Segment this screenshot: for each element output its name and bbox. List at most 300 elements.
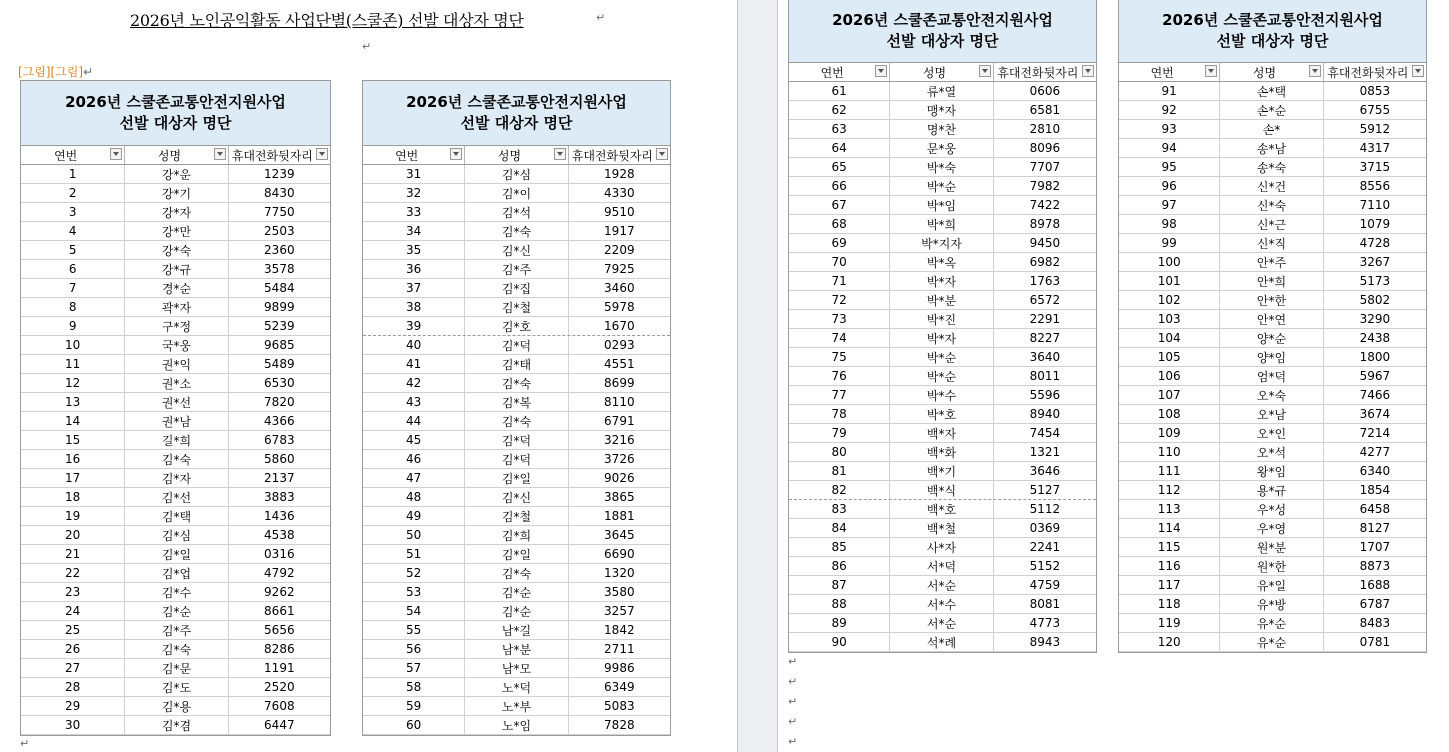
cell-name[interactable]: 손* (1220, 120, 1323, 138)
cell-phone[interactable]: 5978 (604, 300, 635, 314)
cell-phone[interactable]: 3674 (1359, 407, 1391, 421)
filter-dropdown-icon[interactable] (554, 148, 566, 160)
filter-dropdown-icon[interactable] (316, 148, 328, 160)
cell-name[interactable]: 김*일 (125, 545, 228, 563)
cell-serial[interactable]: 91 (1119, 82, 1220, 100)
cell-phone[interactable]: 1917 (604, 224, 635, 238)
cell-name[interactable]: 노*덕 (465, 678, 568, 696)
cell-serial[interactable]: 31 (363, 165, 465, 183)
cell-serial[interactable]: 44 (363, 412, 465, 430)
cell-phone[interactable]: 1191 (264, 661, 295, 675)
cell-name[interactable]: 김*택 (125, 507, 228, 525)
cell-serial[interactable]: 23 (21, 583, 125, 601)
cell-name[interactable]: 김*철 (465, 507, 568, 525)
cell-name[interactable]: 원*한 (1220, 557, 1323, 575)
cell-phone[interactable]: 5239 (264, 319, 295, 333)
cell-name[interactable]: 박*희 (890, 215, 993, 233)
cell-phone[interactable]: 1854 (1359, 483, 1391, 497)
cell-name[interactable]: 김*주 (465, 260, 568, 278)
cell-serial[interactable]: 101 (1119, 272, 1220, 290)
cell-name[interactable]: 권*선 (125, 393, 228, 411)
cell-serial[interactable]: 42 (363, 374, 465, 392)
cell-name[interactable]: 박*자 (890, 272, 993, 290)
cell-serial[interactable]: 74 (789, 329, 890, 347)
cell-phone[interactable]: 1800 (1359, 350, 1391, 364)
cell-serial[interactable]: 108 (1119, 405, 1220, 423)
cell-name[interactable]: 김*덕 (465, 450, 568, 468)
cell-serial[interactable]: 114 (1119, 519, 1220, 537)
cell-serial[interactable]: 78 (789, 405, 890, 423)
cell-serial[interactable]: 59 (363, 697, 465, 715)
cell-serial[interactable]: 88 (789, 595, 890, 613)
cell-name[interactable]: 강*기 (125, 184, 228, 202)
cell-phone[interactable]: 8227 (1029, 331, 1061, 345)
cell-phone[interactable]: 8096 (1029, 141, 1061, 155)
cell-serial[interactable]: 99 (1119, 234, 1220, 252)
cell-phone[interactable]: 6530 (264, 376, 295, 390)
cell-phone[interactable]: 3715 (1359, 160, 1391, 174)
cell-serial[interactable]: 15 (21, 431, 125, 449)
cell-name[interactable]: 김*숙 (465, 412, 568, 430)
cell-phone[interactable]: 8978 (1029, 217, 1061, 231)
cell-serial[interactable]: 19 (21, 507, 125, 525)
cell-phone[interactable]: 5656 (264, 623, 295, 637)
cell-phone[interactable]: 6581 (1029, 103, 1061, 117)
cell-phone[interactable]: 3646 (1029, 464, 1061, 478)
cell-name[interactable]: 강*규 (125, 260, 228, 278)
cell-name[interactable]: 김*덕 (465, 336, 568, 354)
cell-phone[interactable]: 3267 (1359, 255, 1391, 269)
cell-phone[interactable]: 5112 (1029, 502, 1061, 516)
cell-name[interactable]: 김*희 (465, 526, 568, 544)
cell-name[interactable]: 양*임 (1220, 348, 1323, 366)
cell-name[interactable]: 박*순 (890, 348, 993, 366)
cell-serial[interactable]: 11 (21, 355, 125, 373)
cell-phone[interactable]: 4728 (1359, 236, 1391, 250)
cell-serial[interactable]: 35 (363, 241, 465, 259)
cell-name[interactable]: 왕*임 (1220, 462, 1323, 480)
cell-name[interactable]: 김*선 (125, 488, 228, 506)
cell-name[interactable]: 신*근 (1220, 215, 1323, 233)
cell-serial[interactable]: 12 (21, 374, 125, 392)
cell-serial[interactable]: 69 (789, 234, 890, 252)
cell-name[interactable]: 김*숙 (125, 640, 228, 658)
cell-serial[interactable]: 84 (789, 519, 890, 537)
cell-serial[interactable]: 33 (363, 203, 465, 221)
cell-phone[interactable]: 9685 (264, 338, 295, 352)
cell-name[interactable]: 김*순 (465, 583, 568, 601)
cell-serial[interactable]: 119 (1119, 614, 1220, 632)
cell-name[interactable]: 김*집 (465, 279, 568, 297)
cell-serial[interactable]: 118 (1119, 595, 1220, 613)
cell-name[interactable]: 안*한 (1220, 291, 1323, 309)
cell-serial[interactable]: 36 (363, 260, 465, 278)
cell-serial[interactable]: 96 (1119, 177, 1220, 195)
cell-name[interactable]: 박*옥 (890, 253, 993, 271)
cell-phone[interactable]: 7828 (604, 718, 635, 732)
cell-serial[interactable]: 115 (1119, 538, 1220, 556)
cell-name[interactable]: 국*웅 (125, 336, 228, 354)
cell-serial[interactable]: 106 (1119, 367, 1220, 385)
cell-phone[interactable]: 4759 (1029, 578, 1061, 592)
cell-serial[interactable]: 104 (1119, 329, 1220, 347)
cell-name[interactable]: 안*연 (1220, 310, 1323, 328)
cell-name[interactable]: 김*복 (465, 393, 568, 411)
cell-phone[interactable]: 6690 (604, 547, 635, 561)
cell-phone[interactable]: 8873 (1359, 559, 1391, 573)
cell-name[interactable]: 강*자 (125, 203, 228, 221)
cell-serial[interactable]: 120 (1119, 633, 1220, 651)
cell-name[interactable]: 노*임 (465, 716, 568, 734)
cell-name[interactable]: 신*건 (1220, 177, 1323, 195)
cell-name[interactable]: 강*운 (125, 165, 228, 183)
cell-serial[interactable]: 63 (789, 120, 890, 138)
filter-dropdown-icon[interactable] (110, 148, 122, 160)
cell-serial[interactable]: 53 (363, 583, 465, 601)
cell-serial[interactable]: 10 (21, 336, 125, 354)
cell-name[interactable]: 오*인 (1220, 424, 1323, 442)
cell-phone[interactable]: 9510 (604, 205, 635, 219)
cell-name[interactable]: 백*기 (890, 462, 993, 480)
cell-serial[interactable]: 38 (363, 298, 465, 316)
cell-serial[interactable]: 73 (789, 310, 890, 328)
cell-phone[interactable]: 0781 (1359, 635, 1391, 649)
cell-phone[interactable]: 7110 (1359, 198, 1391, 212)
cell-serial[interactable]: 24 (21, 602, 125, 620)
cell-serial[interactable]: 52 (363, 564, 465, 582)
cell-name[interactable]: 백*철 (890, 519, 993, 537)
cell-serial[interactable]: 64 (789, 139, 890, 157)
cell-name[interactable]: 백*화 (890, 443, 993, 461)
cell-serial[interactable]: 32 (363, 184, 465, 202)
cell-name[interactable]: 류*열 (890, 82, 993, 100)
cell-phone[interactable]: 9026 (604, 471, 635, 485)
cell-name[interactable]: 남*모 (465, 659, 568, 677)
cell-phone[interactable]: 3865 (604, 490, 635, 504)
cell-phone[interactable]: 5967 (1359, 369, 1391, 383)
cell-serial[interactable]: 6 (21, 260, 125, 278)
cell-name[interactable]: 김*수 (125, 583, 228, 601)
cell-serial[interactable]: 110 (1119, 443, 1220, 461)
cell-phone[interactable]: 1842 (604, 623, 635, 637)
cell-name[interactable]: 박*임 (890, 196, 993, 214)
cell-serial[interactable]: 81 (789, 462, 890, 480)
cell-name[interactable]: 김*심 (125, 526, 228, 544)
cell-phone[interactable]: 8081 (1029, 597, 1061, 611)
cell-phone[interactable]: 2810 (1029, 122, 1061, 136)
cell-serial[interactable]: 41 (363, 355, 465, 373)
cell-phone[interactable]: 8943 (1029, 635, 1061, 649)
cell-serial[interactable]: 7 (21, 279, 125, 297)
cell-serial[interactable]: 9 (21, 317, 125, 335)
cell-serial[interactable]: 20 (21, 526, 125, 544)
cell-phone[interactable]: 5860 (264, 452, 295, 466)
filter-dropdown-icon[interactable] (1309, 65, 1321, 77)
cell-name[interactable]: 김*일 (465, 469, 568, 487)
cell-phone[interactable]: 4317 (1359, 141, 1391, 155)
cell-name[interactable]: 신*직 (1220, 234, 1323, 252)
cell-name[interactable]: 김*숙 (465, 374, 568, 392)
cell-phone[interactable]: 1239 (264, 167, 295, 181)
filter-dropdown-icon[interactable] (450, 148, 462, 160)
cell-serial[interactable]: 58 (363, 678, 465, 696)
cell-name[interactable]: 김*태 (465, 355, 568, 373)
cell-phone[interactable]: 5912 (1359, 122, 1391, 136)
cell-serial[interactable]: 92 (1119, 101, 1220, 119)
cell-name[interactable]: 문*웅 (890, 139, 993, 157)
cell-phone[interactable]: 5484 (264, 281, 295, 295)
cell-serial[interactable]: 102 (1119, 291, 1220, 309)
cell-phone[interactable]: 9899 (264, 300, 295, 314)
cell-phone[interactable]: 6349 (604, 680, 635, 694)
cell-phone[interactable]: 6783 (264, 433, 295, 447)
cell-phone[interactable]: 5489 (264, 357, 295, 371)
cell-phone[interactable]: 5152 (1029, 559, 1061, 573)
cell-serial[interactable]: 8 (21, 298, 125, 316)
cell-name[interactable]: 박*수 (890, 386, 993, 404)
cell-serial[interactable]: 85 (789, 538, 890, 556)
cell-serial[interactable]: 61 (789, 82, 890, 100)
cell-phone[interactable]: 7422 (1029, 198, 1061, 212)
cell-serial[interactable]: 65 (789, 158, 890, 176)
cell-phone[interactable]: 2503 (264, 224, 295, 238)
cell-phone[interactable]: 9262 (264, 585, 295, 599)
cell-name[interactable]: 곽*자 (125, 298, 228, 316)
cell-phone[interactable]: 1928 (604, 167, 635, 181)
cell-name[interactable]: 우*영 (1220, 519, 1323, 537)
cell-name[interactable]: 김*덕 (465, 431, 568, 449)
cell-serial[interactable]: 100 (1119, 253, 1220, 271)
cell-name[interactable]: 김*석 (465, 203, 568, 221)
cell-serial[interactable]: 25 (21, 621, 125, 639)
cell-phone[interactable]: 9986 (604, 661, 635, 675)
cell-phone[interactable]: 7454 (1029, 426, 1061, 440)
cell-name[interactable]: 김*주 (125, 621, 228, 639)
cell-name[interactable]: 남*길 (465, 621, 568, 639)
cell-phone[interactable]: 4773 (1029, 616, 1061, 630)
cell-name[interactable]: 김*순 (125, 602, 228, 620)
cell-serial[interactable]: 34 (363, 222, 465, 240)
cell-phone[interactable]: 8430 (264, 186, 295, 200)
cell-serial[interactable]: 14 (21, 412, 125, 430)
cell-phone[interactable]: 8699 (604, 376, 635, 390)
cell-serial[interactable]: 93 (1119, 120, 1220, 138)
cell-name[interactable]: 손*택 (1220, 82, 1323, 100)
cell-phone[interactable]: 6787 (1359, 597, 1391, 611)
cell-serial[interactable]: 51 (363, 545, 465, 563)
cell-phone[interactable]: 8110 (604, 395, 635, 409)
cell-phone[interactable]: 8011 (1029, 369, 1061, 383)
cell-serial[interactable]: 21 (21, 545, 125, 563)
cell-name[interactable]: 길*희 (125, 431, 228, 449)
cell-name[interactable]: 서*덕 (890, 557, 993, 575)
cell-name[interactable]: 박*순 (890, 177, 993, 195)
cell-phone[interactable]: 0369 (1029, 521, 1061, 535)
cell-name[interactable]: 양*순 (1220, 329, 1323, 347)
cell-name[interactable]: 김*이 (465, 184, 568, 202)
cell-serial[interactable]: 50 (363, 526, 465, 544)
cell-name[interactable]: 강*만 (125, 222, 228, 240)
cell-serial[interactable]: 47 (363, 469, 465, 487)
cell-name[interactable]: 박*진 (890, 310, 993, 328)
cell-name[interactable]: 권*소 (125, 374, 228, 392)
cell-serial[interactable]: 75 (789, 348, 890, 366)
cell-serial[interactable]: 83 (789, 500, 890, 518)
cell-phone[interactable]: 7982 (1029, 179, 1061, 193)
cell-phone[interactable]: 0316 (264, 547, 295, 561)
cell-phone[interactable]: 6572 (1029, 293, 1061, 307)
cell-serial[interactable]: 2 (21, 184, 125, 202)
cell-serial[interactable]: 54 (363, 602, 465, 620)
cell-name[interactable]: 용*규 (1220, 481, 1323, 499)
cell-phone[interactable]: 8127 (1359, 521, 1391, 535)
cell-phone[interactable]: 1881 (604, 509, 635, 523)
cell-serial[interactable]: 105 (1119, 348, 1220, 366)
cell-serial[interactable]: 94 (1119, 139, 1220, 157)
cell-name[interactable]: 박*호 (890, 405, 993, 423)
filter-dropdown-icon[interactable] (1205, 65, 1217, 77)
cell-phone[interactable]: 1763 (1029, 274, 1061, 288)
cell-phone[interactable]: 7925 (604, 262, 635, 276)
cell-name[interactable]: 백*자 (890, 424, 993, 442)
cell-name[interactable]: 사*자 (890, 538, 993, 556)
cell-name[interactable]: 명*찬 (890, 120, 993, 138)
filter-dropdown-icon[interactable] (656, 148, 668, 160)
cell-serial[interactable]: 72 (789, 291, 890, 309)
cell-phone[interactable]: 8483 (1359, 616, 1391, 630)
cell-name[interactable]: 신*숙 (1220, 196, 1323, 214)
cell-phone[interactable]: 4538 (264, 528, 295, 542)
cell-name[interactable]: 노*부 (465, 697, 568, 715)
cell-serial[interactable]: 68 (789, 215, 890, 233)
cell-phone[interactable]: 2520 (264, 680, 295, 694)
filter-dropdown-icon[interactable] (979, 65, 991, 77)
cell-name[interactable]: 유*일 (1220, 576, 1323, 594)
cell-phone[interactable]: 8286 (264, 642, 295, 656)
cell-phone[interactable]: 7466 (1359, 388, 1391, 402)
cell-serial[interactable]: 40 (363, 336, 465, 354)
cell-serial[interactable]: 46 (363, 450, 465, 468)
cell-serial[interactable]: 111 (1119, 462, 1220, 480)
cell-serial[interactable]: 77 (789, 386, 890, 404)
cell-serial[interactable]: 48 (363, 488, 465, 506)
cell-name[interactable]: 김*업 (125, 564, 228, 582)
cell-name[interactable]: 남*분 (465, 640, 568, 658)
cell-name[interactable]: 유*방 (1220, 595, 1323, 613)
filter-dropdown-icon[interactable] (875, 65, 887, 77)
cell-phone[interactable]: 2137 (264, 471, 295, 485)
cell-phone[interactable]: 7214 (1359, 426, 1391, 440)
cell-name[interactable]: 박*분 (890, 291, 993, 309)
cell-phone[interactable]: 4330 (604, 186, 635, 200)
cell-serial[interactable]: 43 (363, 393, 465, 411)
cell-phone[interactable]: 5596 (1029, 388, 1061, 402)
cell-name[interactable]: 김*신 (465, 488, 568, 506)
cell-name[interactable]: 김*자 (125, 469, 228, 487)
cell-serial[interactable]: 112 (1119, 481, 1220, 499)
cell-phone[interactable]: 4792 (264, 566, 295, 580)
cell-serial[interactable]: 79 (789, 424, 890, 442)
cell-serial[interactable]: 18 (21, 488, 125, 506)
cell-name[interactable]: 안*주 (1220, 253, 1323, 271)
cell-name[interactable]: 박*숙 (890, 158, 993, 176)
cell-name[interactable]: 박*순 (890, 367, 993, 385)
cell-phone[interactable]: 1688 (1359, 578, 1391, 592)
cell-serial[interactable]: 113 (1119, 500, 1220, 518)
cell-name[interactable]: 김*숙 (465, 564, 568, 582)
cell-name[interactable]: 김*겸 (125, 716, 228, 734)
cell-phone[interactable]: 7820 (264, 395, 295, 409)
cell-serial[interactable]: 57 (363, 659, 465, 677)
cell-serial[interactable]: 80 (789, 443, 890, 461)
cell-serial[interactable]: 16 (21, 450, 125, 468)
cell-serial[interactable]: 107 (1119, 386, 1220, 404)
cell-serial[interactable]: 109 (1119, 424, 1220, 442)
cell-phone[interactable]: 5127 (1029, 483, 1061, 497)
cell-phone[interactable]: 1670 (604, 319, 635, 333)
cell-phone[interactable]: 3726 (604, 452, 635, 466)
cell-phone[interactable]: 1436 (264, 509, 295, 523)
cell-name[interactable]: 김*문 (125, 659, 228, 677)
cell-name[interactable]: 유*순 (1220, 614, 1323, 632)
cell-serial[interactable]: 66 (789, 177, 890, 195)
cell-phone[interactable]: 1320 (604, 566, 635, 580)
cell-serial[interactable]: 95 (1119, 158, 1220, 176)
cell-phone[interactable]: 2360 (264, 243, 295, 257)
cell-phone[interactable]: 6340 (1359, 464, 1391, 478)
cell-name[interactable]: 원*분 (1220, 538, 1323, 556)
cell-serial[interactable]: 3 (21, 203, 125, 221)
cell-phone[interactable]: 0853 (1359, 84, 1391, 98)
cell-phone[interactable]: 2291 (1029, 312, 1061, 326)
cell-serial[interactable]: 62 (789, 101, 890, 119)
cell-phone[interactable]: 8661 (264, 604, 295, 618)
cell-serial[interactable]: 98 (1119, 215, 1220, 233)
filter-dropdown-icon[interactable] (214, 148, 226, 160)
cell-phone[interactable]: 3580 (604, 585, 635, 599)
cell-name[interactable]: 김*순 (465, 602, 568, 620)
cell-phone[interactable]: 4366 (264, 414, 295, 428)
cell-name[interactable]: 권*익 (125, 355, 228, 373)
cell-name[interactable]: 김*도 (125, 678, 228, 696)
cell-phone[interactable]: 3460 (604, 281, 635, 295)
cell-serial[interactable]: 1 (21, 165, 125, 183)
cell-name[interactable]: 오*석 (1220, 443, 1323, 461)
cell-serial[interactable]: 45 (363, 431, 465, 449)
cell-phone[interactable]: 3290 (1359, 312, 1391, 326)
cell-phone[interactable]: 2209 (604, 243, 635, 257)
cell-serial[interactable]: 17 (21, 469, 125, 487)
cell-phone[interactable]: 2241 (1029, 540, 1061, 554)
cell-phone[interactable]: 0293 (604, 338, 635, 352)
cell-name[interactable]: 권*남 (125, 412, 228, 430)
cell-name[interactable]: 강*숙 (125, 241, 228, 259)
cell-serial[interactable]: 39 (363, 317, 465, 335)
cell-serial[interactable]: 86 (789, 557, 890, 575)
cell-name[interactable]: 오*숙 (1220, 386, 1323, 404)
cell-phone[interactable]: 8940 (1029, 407, 1061, 421)
cell-serial[interactable]: 67 (789, 196, 890, 214)
cell-name[interactable]: 유*순 (1220, 633, 1323, 651)
cell-serial[interactable]: 97 (1119, 196, 1220, 214)
cell-name[interactable]: 안*희 (1220, 272, 1323, 290)
cell-serial[interactable]: 103 (1119, 310, 1220, 328)
cell-serial[interactable]: 87 (789, 576, 890, 594)
cell-serial[interactable]: 117 (1119, 576, 1220, 594)
cell-serial[interactable]: 4 (21, 222, 125, 240)
cell-phone[interactable]: 3640 (1029, 350, 1061, 364)
cell-serial[interactable]: 56 (363, 640, 465, 658)
